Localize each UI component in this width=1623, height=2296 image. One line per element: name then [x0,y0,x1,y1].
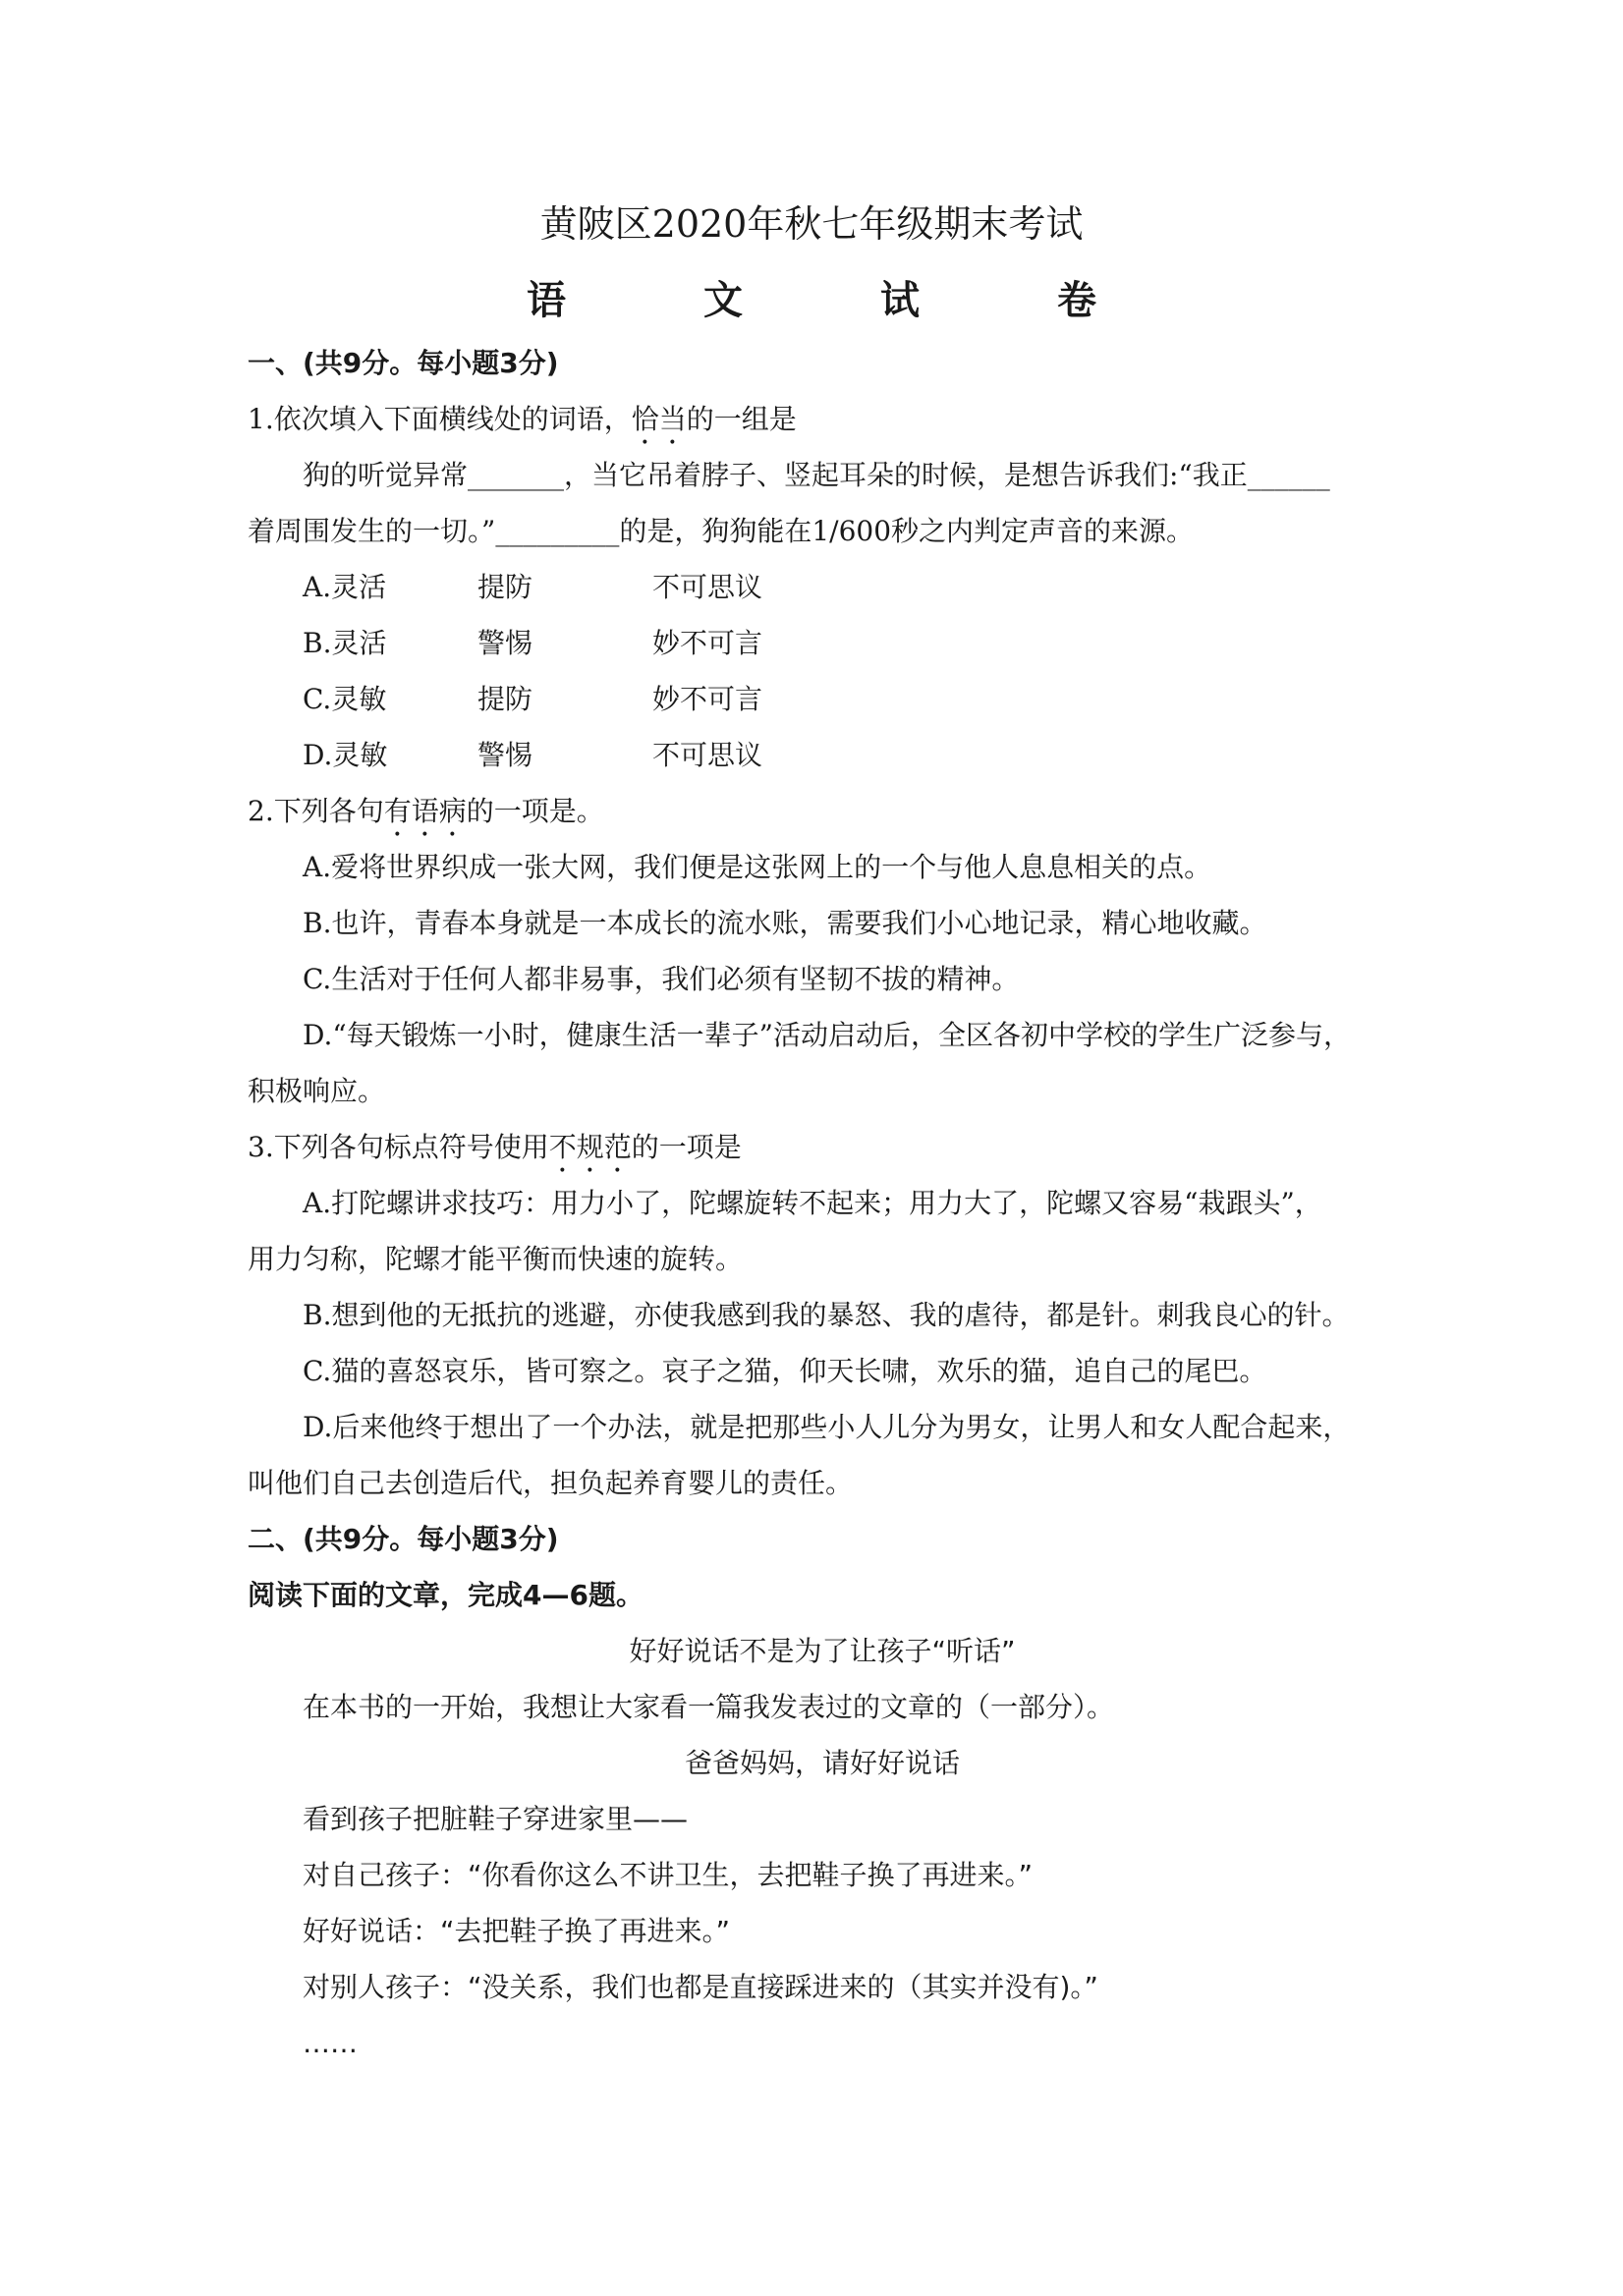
option-word: C.灵敏 [303,683,387,715]
q3-option-b: B.想到他的无抵抗的逃避，亦使我感到我的暴怒、我的虐待，都是针。刺我良心的针。 [303,1299,1350,1331]
article-line: 对自己孩子：“你看你这么不讲卫生，去把鞋子换了再进来。” [303,1859,1034,1891]
option-word: 不可思议 [652,739,763,771]
q2-option-b: B.也许，青春本身就是一本成长的流水账，需要我们小心地记录，精心地收藏。 [303,907,1267,939]
article-subtitle: 爸爸妈妈，请好好说话 [684,1747,960,1779]
option-word: 提防 [477,683,533,715]
option-word: 提防 [477,571,533,603]
q2-stem-pre: 2.下列各句 [248,795,384,827]
q1-stem [248,398,1397,451]
q3-option-d-line2: 叫他们自己去创造后代，担负起养育婴儿的责任。 [248,1467,854,1499]
q2-stem-post: 的一项是。 [466,795,604,827]
section2-heading: 二、(共9分。每小题3分) [248,1523,559,1555]
article-line: 好好说话：“去把鞋子换了再进来。” [303,1915,731,1947]
q1-option-a [303,566,762,609]
q3-option-d-line1: D.后来他终于想出了一个办法，就是把那些小人儿分为男女，让男人和女人配合起来， [303,1411,1351,1443]
q1-passage-line2: 着周围发生的一切。”_________的是，狗狗能在1/600秒之内判定声音的来源。 [248,515,1195,547]
q2-stem-emphasis: 有语病 [383,795,467,827]
q1-stem-pre: 1.依次填入下面横线处的词语， [248,403,632,435]
q2-option-c: C.生活对于任何人都非易事，我们必须有坚韧不拔的精神。 [303,963,1020,995]
q1-passage-line1: 狗的听觉异常_______，当它吊着脖子、竖起耳朵的时候，是想告诉我们:“我正______ [303,459,1330,491]
option-word: 警惕 [477,627,533,659]
option-word: D.灵敏 [303,739,388,771]
q3-stem-emphasis: 不规范 [548,1131,632,1163]
exam-title: 黄陂区2020年秋七年级期末考试 [539,202,1084,246]
q2-option-d-line2: 积极响应。 [248,1075,386,1107]
option-word: 警惕 [477,739,533,771]
article-line: 看到孩子把脏鞋子穿进家里—— [303,1803,689,1835]
article-intro: 在本书的一开始，我想让大家看一篇我发表过的文章的（一部分）。 [303,1691,1115,1723]
subtitle-char: 试 [880,278,920,323]
option-word: B.灵活 [303,627,387,659]
q2-stem [248,790,1397,843]
q3-option-a-line1: A.打陀螺讲求技巧：用力小了，陀螺旋转不起来；用力大了，陀螺又容易“栽跟头”， [303,1187,1322,1219]
option-word: 不可思议 [652,571,763,603]
q3-stem [248,1126,1397,1179]
article-ellipsis: …… [303,2027,358,2059]
q1-option-c [303,678,762,721]
option-word: 妙不可言 [652,627,763,659]
q3-option-c: C.猫的喜怒哀乐，皆可察之。哀子之猫，仰天长啸，欢乐的猫，追自己的尾巴。 [303,1355,1267,1387]
option-word: A.灵活 [303,571,387,603]
article-title: 好好说话不是为了让孩子“听话” [629,1635,1016,1667]
reading-instruction: 阅读下面的文章，完成4—6题。 [248,1579,644,1611]
article-line: 对别人孩子：“没关系，我们也都是直接踩进来的（其实并没有)。” [303,1971,1098,2003]
q2-option-d-line1: D.“每天锻炼一小时，健康生活一辈子”活动启动后，全区各初中学校的学生广泛参与， [303,1019,1351,1051]
section1-heading: 一、(共9分。每小题3分) [248,347,559,379]
q1-stem-emphasis: 恰当 [631,403,687,435]
q1-option-d [303,734,762,777]
q3-stem-post: 的一项是 [631,1131,742,1163]
q3-stem-pre: 3.下列各句标点符号使用 [248,1131,549,1163]
subtitle-char: 文 [703,278,743,323]
q2-option-a: A.爱将世界织成一张大网，我们便是这张网上的一个与他人息息相关的点。 [303,851,1212,883]
q1-stem-post: 的一组是 [686,403,797,435]
q1-option-b [303,622,762,665]
subtitle-char: 卷 [1057,278,1096,323]
q3-option-a-line2: 用力匀称，陀螺才能平衡而快速的旋转。 [248,1243,744,1275]
paper-subtitle [0,271,1623,330]
subtitle-char: 语 [527,278,566,323]
option-word: 妙不可言 [652,683,763,715]
